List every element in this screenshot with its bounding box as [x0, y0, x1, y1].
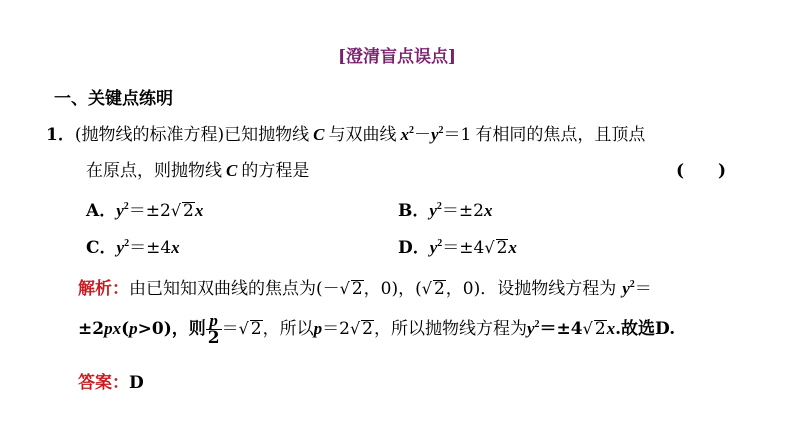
fraction-p-over-2: [206, 312, 222, 347]
solution-pm2: ±2: [78, 319, 105, 339]
question-line2-a: 在原点，则抛物线: [86, 161, 222, 181]
var-y: y: [116, 201, 124, 220]
fraction-denominator: 2: [207, 328, 220, 348]
exponent: 2: [629, 279, 635, 290]
solution-line-2: [78, 312, 675, 347]
solution-text-1: 由已知知双曲线的焦点为(－: [129, 279, 340, 299]
var-y: y: [622, 279, 630, 298]
question-stem-a: (抛物线的标准方程)已知抛物线: [74, 125, 310, 145]
radicand: 2: [250, 319, 262, 339]
var-x: x: [483, 201, 493, 220]
var-p: p: [313, 319, 323, 338]
exponent: 2: [408, 125, 414, 136]
page-title: [澄清盲点误点]: [337, 47, 457, 67]
option-b: [398, 196, 492, 221]
equals-sign: ＝: [221, 319, 239, 339]
option-d: [398, 233, 517, 258]
exponent: 2: [123, 201, 129, 212]
sqrt-icon: √: [349, 319, 361, 338]
option-a-label: A．: [86, 201, 117, 221]
exponent: 2: [534, 319, 540, 330]
solution-end: .故选D.: [615, 319, 676, 339]
var-y: y: [429, 201, 437, 220]
var-y: y: [430, 125, 439, 144]
answer-line: [78, 368, 144, 393]
option-b-eq: ＝±2: [441, 201, 484, 221]
solution-line-1: [78, 274, 652, 299]
equals-one: ＝1: [443, 125, 472, 145]
solution-pm4: ＝±4: [539, 319, 583, 339]
option-c-eq: ＝±4: [129, 238, 172, 258]
var-y: y: [429, 238, 438, 257]
var-x: x: [194, 201, 204, 220]
var-y: y: [526, 319, 535, 338]
section-heading: 一、关键点练明: [54, 89, 173, 109]
exponent: 2: [438, 125, 444, 136]
answer-label: 答案：: [78, 373, 129, 393]
minus-sign: －: [413, 125, 431, 145]
exponent: 2: [437, 238, 443, 249]
exponent: 2: [124, 238, 130, 249]
sqrt-icon: √: [170, 201, 182, 220]
radicand: 2: [594, 319, 606, 339]
sqrt-icon: √: [582, 319, 593, 338]
solution-so-text: ，所以: [262, 319, 314, 339]
question-line-2: [86, 156, 309, 181]
var-c: C: [226, 161, 238, 180]
exponent: 2: [436, 201, 442, 212]
radicand: 2: [351, 279, 363, 299]
gt-zero-text: >0)，则: [137, 319, 206, 339]
option-c-label: C．: [86, 238, 117, 258]
question-line2-b: 的方程是: [241, 161, 310, 181]
radicand: 2: [183, 201, 194, 221]
var-c: C: [313, 125, 325, 144]
option-d-eq: ＝±4: [442, 238, 485, 258]
sqrt-icon: √: [339, 279, 350, 298]
sqrt-icon: √: [421, 279, 432, 298]
paren-open: (: [121, 319, 130, 339]
var-p: p: [129, 319, 138, 338]
option-a: [86, 196, 203, 221]
radicand: 2: [362, 319, 373, 339]
var-y: y: [116, 238, 125, 257]
var-x: x: [606, 319, 616, 338]
solution-so-text-2: ，所以抛物线方程为: [373, 319, 527, 339]
solution-text-2: ，0)，(: [363, 279, 422, 299]
var-p: p: [104, 319, 113, 338]
question-stem-b: 与双曲线: [328, 125, 397, 145]
radicand: 2: [433, 279, 445, 299]
option-b-label: B．: [398, 201, 430, 221]
answer-paren: ( ): [676, 161, 727, 181]
radicand: 2: [496, 238, 508, 258]
sqrt-icon: √: [238, 319, 249, 338]
solution-text-3: ，0)．设抛物线方程为: [445, 279, 617, 299]
question-number: 1．: [46, 125, 75, 145]
var-x: x: [112, 319, 122, 338]
fraction-numerator: p: [206, 312, 222, 330]
question-line-1: [46, 120, 645, 145]
var-x: x: [171, 238, 180, 257]
question-stem-c: 有相同的焦点，且顶点: [475, 125, 646, 145]
answer-value: D: [129, 373, 144, 393]
var-x: x: [400, 125, 409, 144]
option-a-eq: ＝±2: [128, 201, 171, 221]
var-x: x: [508, 238, 517, 257]
option-c: [86, 233, 180, 258]
solution-eq2: ＝2: [322, 319, 350, 339]
sqrt-icon: √: [484, 238, 495, 257]
solution-eq: ＝: [634, 279, 652, 299]
option-d-label: D．: [398, 238, 430, 258]
solution-label: 解析：: [78, 279, 129, 299]
